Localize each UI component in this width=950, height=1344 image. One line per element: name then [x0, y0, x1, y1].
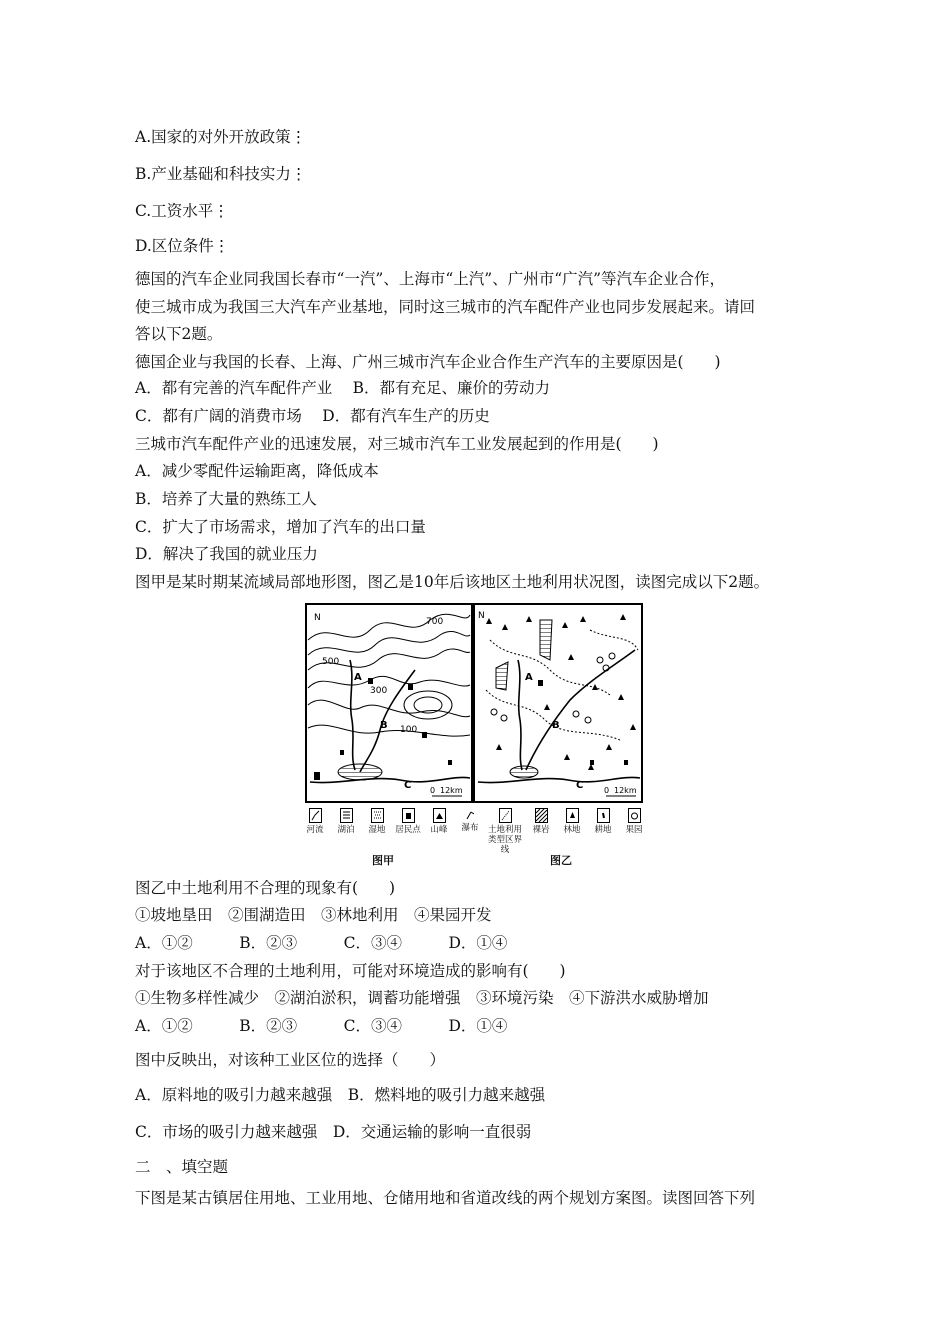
boundary-icon — [499, 808, 512, 823]
caption-yi: 图乙 — [550, 854, 572, 867]
map-figure-svg — [300, 600, 650, 810]
point-c-right: C — [576, 780, 584, 791]
option-b-industry: B.产业基础和科技实力⋮ — [135, 165, 307, 183]
question-5: 图中反映出，对该种工业区位的选择（ ） — [135, 1051, 446, 1069]
question-2-option-c: C．扩大了市场需求，增加了汽车的出口量 — [135, 518, 426, 536]
legend-orchard: 果园 — [619, 808, 649, 835]
passage-line-3: 答以下2题。 — [135, 325, 223, 343]
legend-peak: 山峰 — [424, 808, 454, 835]
legend-wetland: 湿地 — [362, 808, 392, 835]
question-4-items: ①生物多样性减少 ②湖泊淤积，调蓄功能增强 ③环境污染 ④下游洪水威胁增加 — [135, 989, 709, 1007]
peak-icon — [433, 808, 446, 823]
contour-label-300: 300 — [370, 686, 388, 696]
question-3: 图乙中土地利用不合理的现象有( ) — [135, 879, 396, 897]
map-figure — [300, 600, 650, 872]
point-a-left: A — [354, 672, 362, 683]
map-legend — [300, 808, 650, 855]
option-a-policy: A.国家的对外开放政策⋮ — [135, 128, 307, 146]
option-c-wage: C.工资水平⋮ — [135, 202, 229, 220]
scale-zero-left: 0 — [430, 786, 436, 795]
map-yi — [474, 604, 642, 802]
map-jia — [306, 604, 472, 802]
legend-landuse-boundary: 土地利用类型区界线 — [486, 808, 524, 855]
forest-icon — [566, 808, 579, 823]
point-b-left: B — [380, 720, 388, 731]
legend-waterfall: 瀑布 — [455, 808, 485, 833]
point-a-right: A — [525, 672, 533, 683]
wetland-icon — [371, 808, 384, 823]
passage-line-2: 使三城市成为我国三大汽车产业基地，同时这三城市的汽车配件产业也同步发展起来。请回 — [135, 298, 756, 316]
question-2: 三城市汽车配件产业的迅速发展，对三城市汽车工业发展起到的作用是( ) — [135, 435, 659, 453]
section-heading-fill-in: 二 、填空题 — [135, 1158, 229, 1176]
legend-river: 河流 — [300, 808, 330, 835]
north-label-left: N — [314, 613, 321, 623]
question-4: 对于该地区不合理的土地利用，可能对环境造成的影响有( ) — [135, 962, 566, 980]
river-icon — [309, 808, 322, 823]
contour-label-100: 100 — [400, 725, 418, 735]
waterfall-icon — [465, 808, 476, 821]
figure-intro: 图甲是某时期某流域局部地形图，图乙是10年后该地区土地利用状况图，读图完成以下2题。 — [135, 573, 770, 591]
question-1: 德国企业与我国的长春、上海、广州三城市汽车企业合作生产汽车的主要原因是( ) — [135, 353, 721, 371]
section-intro: 下图是某古镇居住用地、工业用地、仓储用地和省道改线的两个规划方案图。读图回答下列 — [135, 1189, 756, 1207]
question-2-option-a: A．减少零配件运输距离，降低成本 — [135, 462, 379, 480]
question-2-option-b: B．培养了大量的熟练工人 — [135, 490, 317, 508]
scale-unit-right: 12km — [614, 786, 637, 795]
question-5-options-cd: C．市场的吸引力越来越强 D．交通运输的影响一直很弱 — [135, 1123, 532, 1141]
question-3-options: A．①② B．②③ C．③④ D．①④ — [135, 934, 508, 952]
contour-label-500: 500 — [322, 657, 340, 667]
caption-jia: 图甲 — [372, 854, 394, 867]
question-2-option-d: D．解决了我国的就业压力 — [135, 545, 318, 563]
settlement-icon — [402, 808, 415, 823]
legend-bare-rock: 裸岩 — [526, 808, 556, 835]
legend-forest: 林地 — [557, 808, 587, 835]
question-1-options-cd: C．都有广阔的消费市场 D．都有汽车生产的历史 — [135, 407, 490, 425]
point-b-right: B — [552, 720, 560, 731]
question-1-options-ab: A．都有完善的汽车配件产业 B．都有充足、廉价的劳动力 — [135, 379, 551, 397]
scale-unit-left: 12km — [440, 786, 463, 795]
option-d-location: D.区位条件⋮ — [135, 237, 230, 255]
bare-rock-icon — [535, 808, 548, 823]
question-5-options-ab: A．原料地的吸引力越来越强 B．燃料地的吸引力越来越强 — [135, 1086, 546, 1104]
contour-label-700: 700 — [426, 617, 444, 627]
north-label-right: N — [478, 611, 485, 621]
question-3-items: ①坡地垦田 ②围湖造田 ③林地利用 ④果园开发 — [135, 906, 492, 924]
orchard-icon — [628, 808, 641, 823]
scale-zero-right: 0 — [604, 786, 610, 795]
lake-icon — [340, 808, 353, 823]
legend-settlement: 居民点 — [393, 808, 423, 835]
question-4-options: A．①② B．②③ C．③④ D．①④ — [135, 1017, 508, 1035]
passage-line-1: 德国的汽车企业同我国长春市“一汽”、上海市“上汽”、广州市“广汽”等汽车企业合作， — [135, 270, 726, 288]
legend-lake: 湖泊 — [331, 808, 361, 835]
legend-farmland: 耕地 — [588, 808, 618, 835]
point-c-left: C — [404, 780, 412, 791]
farmland-icon — [597, 808, 610, 823]
